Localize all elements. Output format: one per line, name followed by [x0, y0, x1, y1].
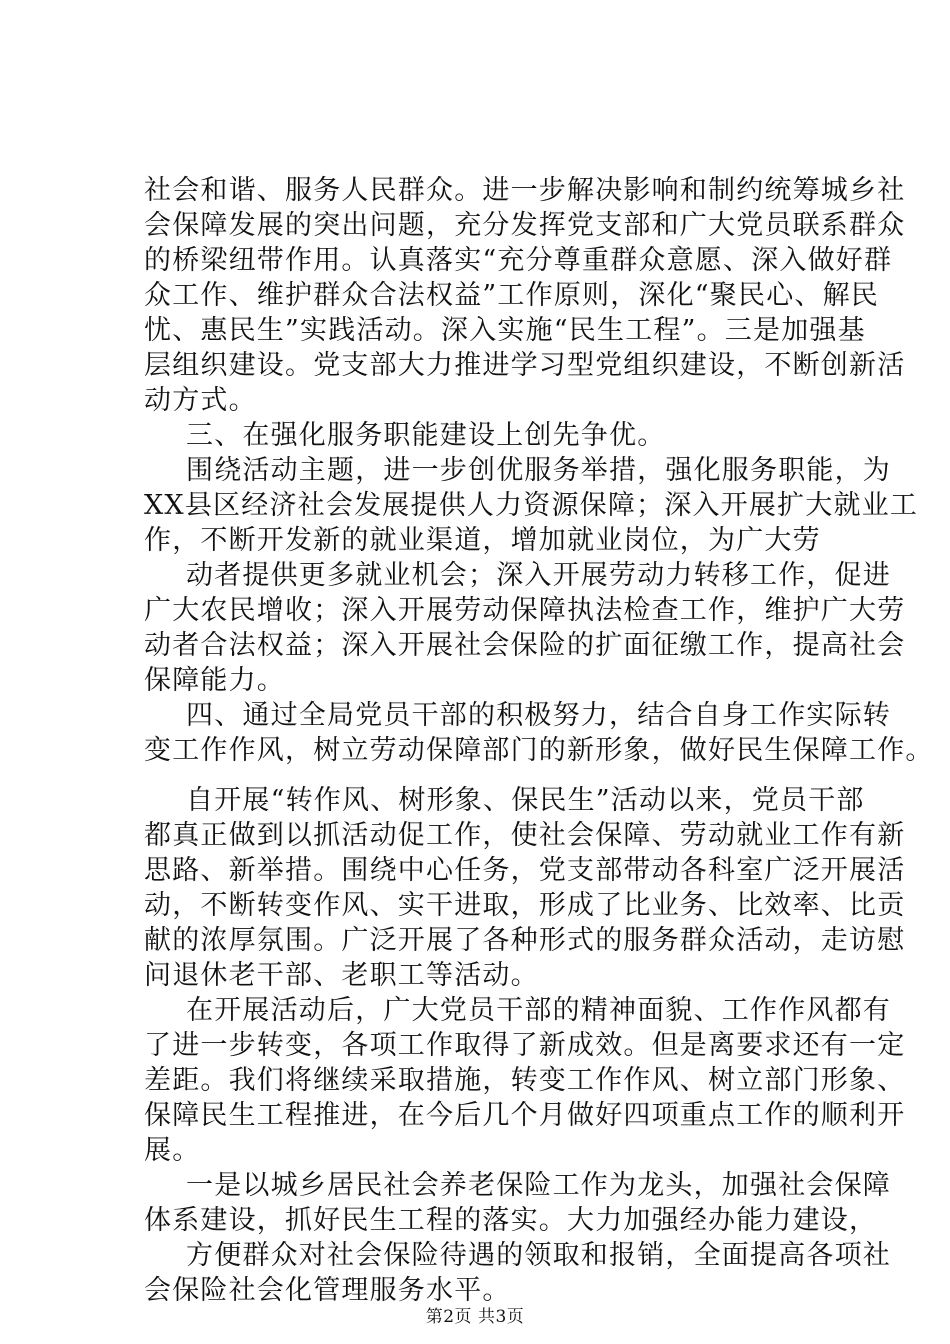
- text-line: 保障民生工程推进，在今后几个月做好四项重点工作的顺利开: [144, 1100, 906, 1131]
- text-line: 问退休老干部、老职工等活动。: [144, 960, 539, 991]
- text-line: 都真正做到以抓活动促工作，使社会保障、劳动就业工作有新: [144, 820, 906, 851]
- text-line: 献的浓厚氛围。广泛开展了各种形式的服务群众活动，走访慰: [144, 925, 906, 956]
- text-line: 差距。我们将继续采取措施，转变工作作风、树立部门形象、: [144, 1065, 906, 1096]
- text-line: 动者提供更多就业机会；深入开展劳动力转移工作，促进: [186, 560, 891, 591]
- text-line: 动方式。: [144, 385, 257, 416]
- text-line: 忧、惠民生”实践活动。深入实施“民生工程”。三是加强基: [144, 315, 866, 346]
- text-line: 自开展“转作风、树形象、保民生”活动以来，党员干部: [186, 785, 865, 816]
- text-line: 一是以城乡居民社会养老保险工作为龙头，加强社会保障: [186, 1170, 891, 1201]
- text-line: 保障能力。: [144, 665, 285, 696]
- text-line: 体系建设，抓好民生工程的落实。大力加强经办能力建设，: [144, 1205, 878, 1236]
- text-line: 在开展活动后，广大党员干部的精神面貌、工作作风都有: [186, 995, 891, 1026]
- text-line: 动，不断转变作风、实干进取，形成了比业务、比效率、比贡: [144, 890, 906, 921]
- text-line: 会保障发展的突出问题，充分发挥党支部和广大党员联系群众: [144, 210, 906, 241]
- text-line: 广大农民增收；深入开展劳动保障执法检查工作，维护广大劳: [144, 595, 906, 626]
- text-line: 作，不断开发新的就业渠道，增加就业岗位，为广大劳: [144, 525, 821, 556]
- page-footer: 第2页 共3页: [425, 1307, 525, 1327]
- text-line: XX县区经济社会发展提供人力资源保障；深入开展扩大就业工: [144, 490, 919, 521]
- text-line: 动者合法权益；深入开展社会保险的扩面征缴工作，提高社会: [144, 630, 906, 661]
- text-line: 层组织建设。党支部大力推进学习型党组织建设，不断创新活: [144, 350, 906, 381]
- text-line: 围绕活动主题，进一步创优服务举措，强化服务职能，为: [186, 455, 891, 486]
- text-line: 社会和谐、服务人民群众。进一步解决影响和制约统筹城乡社: [144, 175, 906, 206]
- section-heading: 三、在强化服务职能建设上创先争优。: [186, 420, 666, 451]
- text-line: 了进一步转变，各项工作取得了新成效。但是离要求还有一定: [144, 1030, 906, 1061]
- text-line: 会保险社会化管理服务水平。: [144, 1275, 511, 1306]
- text-line: 展。: [144, 1135, 201, 1166]
- text-line: 方便群众对社会保险待遇的领取和报销，全面提高各项社: [186, 1240, 891, 1271]
- section-heading: 四、通过全局党员干部的积极努力，结合自身工作实际转: [186, 700, 891, 731]
- text-line: 思路、新举措。围绕中心任务，党支部带动各科室广泛开展活: [144, 855, 906, 886]
- text-line: 的桥梁纽带作用。认真落实“充分尊重群众意愿、深入做好群: [144, 245, 893, 276]
- text-line: 众工作、维护群众合法权益”工作原则，深化“聚民心、解民: [144, 280, 880, 311]
- text-line: 变工作作风，树立劳动保障部门的新形象，做好民生保障工作。: [144, 735, 934, 766]
